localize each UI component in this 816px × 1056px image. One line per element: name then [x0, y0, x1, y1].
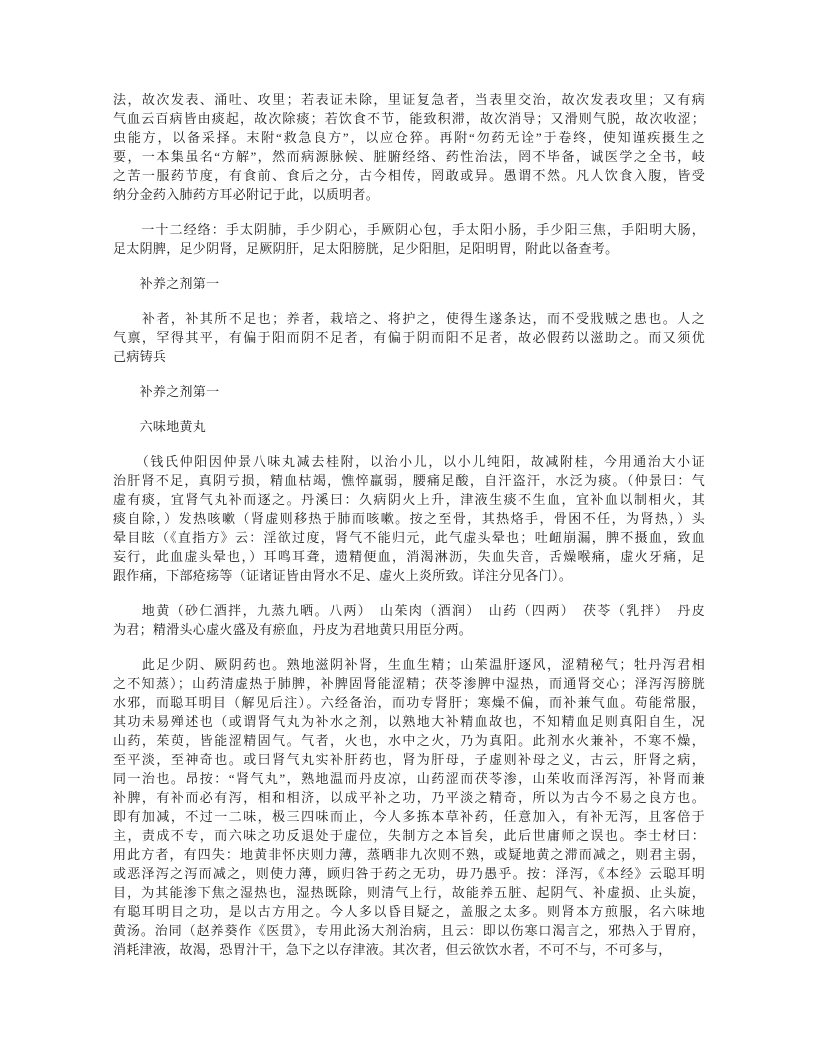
paragraph	[113, 601, 705, 639]
section-heading	[113, 274, 705, 293]
text-line: 用此方者，有四失：地黄非怀庆则力薄，蒸晒非九次则不熟，或疑地黄之滞而减之，则君主弱，	[113, 847, 705, 862]
section-heading	[113, 417, 705, 436]
text-line: 地黄（砂仁酒拌，九蒸九晒。八两） 山茱肉（酒润） 山药（四两） 茯苓（乳拌） 丹皮	[113, 603, 705, 618]
text-line: 要，一本集虽名“方解”，然而病源脉候、脏腑经络、药性治法，罔不毕备，诚医学之全书，岐	[113, 149, 705, 164]
text-line: 补脾，有补而必有泻，相和相济，以成平补之功，乃平淡之精奇，所以为古今不易之良方也。	[113, 790, 705, 805]
text-line: 水邪，而聪耳明目（解见后注）。六经备治，而功专肾肝；寒燥不偏，而补兼气血。苟能常服，	[113, 695, 705, 710]
text-line: 痰自除，）发热咳嗽（肾虚则移热于肺而咳嗽。按之至骨，其热烙手，骨困不任，为肾热，）头	[113, 511, 705, 526]
text-line: 补者，补其所不足也；养者，栽培之、将护之，使得生遂条达，而不受戕贼之患也。人之	[113, 311, 705, 326]
text-line: 同一治也。昂按：“肾气丸”，熟地温而丹皮凉，山药涩而茯苓渗，山茱收而泽泻泻，补肾而兼	[113, 771, 705, 786]
text-line: 消耗津液，故渴，恐胃汁干，急下之以存津液。其次者，但云欲饮水者，不可不与，不可多与，	[113, 942, 672, 957]
paragraph	[113, 655, 705, 959]
text-line: 之不知蒸）；山药清虚热于肺脾，补脾固肾能涩精；茯苓渗脾中湿热，而通肾交心；泽泻泻膀胱	[113, 676, 705, 691]
text-line: 主，责成不专，而六味之功反退处于虚位，失制方之本旨矣，此后世庸师之误也。李士材曰：	[113, 828, 705, 843]
text-line: 至平淡，至神奇也。或曰肾气丸实补肝药也，肾为肝母，子虚则补母之义，古云，肝肾之病，	[113, 752, 705, 767]
text-line: 为君；精滑头心虚火盛及有瘀血，丹皮为君地黄只用臣分两。	[113, 622, 473, 637]
text-line: 补养之剂第一	[113, 384, 220, 399]
text-line: （钱氏仲阳因仲景八味丸减去桂附，以治小儿，以小儿纯阳，故减附桂，今用通治大小证	[113, 454, 705, 469]
text-line: 虚有痰，宜肾气丸补而逐之。丹溪曰：久病阴火上升，津液生痰不生血，宜补血以制相火，其	[113, 492, 705, 507]
text-line: 山药，茱萸，皆能涩精固气。气者，火也，水中之火，乃为真阳。此剂水火兼补，不寒不燥，	[113, 733, 705, 748]
text-line: 虫能方，以备采择。末附“救急良方”，以应仓猝。再附“勿药无诠”于卷终，使知谨疾摄生之	[113, 130, 705, 145]
text-line: 己病铸兵	[113, 349, 167, 364]
text-line: 六味地黄丸	[113, 419, 207, 434]
text-line: 法，故次发表、涌吐、攻里；若表证未除，里证复急者，当表里交治，故次发表攻里；又有病	[113, 92, 705, 107]
section-heading	[113, 382, 705, 401]
text-line: 气血云百病皆由痰起，故次除痰；若饮食不节，能致积滞，故次消导；又滑则气脱，故次收涩；	[113, 111, 705, 126]
text-line: 或恶泽泻之泻而减之，则使力薄，顾归咎于药之无功，毋乃愚乎。按：泽泻，《本经》云聪耳明	[113, 866, 705, 881]
text-line: 跟作痛，下部疮疡等（证诸证皆由肾水不足、虚火上炎所致。详注分见各门）。	[113, 568, 573, 583]
text-line: 有聪耳明目之功，是以古方用之。今人多以昏目疑之，盖服之太多。则肾本方煎服，名六味地	[113, 904, 705, 919]
text-line: 之苦一服药节度，有食前、食后之分，古今相传，罔敢或异。愚谓不然。凡人饮食入腹，皆受	[113, 168, 705, 183]
paragraph	[113, 309, 705, 366]
paragraph	[113, 90, 705, 204]
text-line: 此足少阴、厥阴药也。熟地滋阴补肾，生血生精；山茱温肝逐风，涩精秘气；牡丹泻君相	[113, 657, 705, 672]
text-line: 黄汤。治同（赵养葵作《医贯》，专用此汤大剂治病，且云：即以伤寒口渴言之，邪热入于胃府，	[113, 923, 705, 938]
text-line: 一十二经络：手太阴肺，手少阴心，手厥阴心包，手太阳小肠，手少阳三焦，手阳明大肠，	[113, 222, 705, 237]
paragraph	[113, 452, 705, 585]
paragraph	[113, 220, 705, 258]
text-line: 即有加减，不过一二味，极三四味而止，今人多拣本草补药，任意加入，有补无泻，且客倍于	[113, 809, 705, 824]
text-line: 目，为其能渗下焦之湿热也，湿热既除，则清气上行，故能养五脏、起阴气、补虚损、止头旋，	[113, 885, 705, 900]
text-line: 其功未易殚述也（或谓肾气丸为补水之剂，以熟地大补精血故也，不知精血足则真阳自生，况	[113, 714, 705, 729]
document-text-block	[113, 90, 705, 975]
text-line: 气禀，罕得其平，有偏于阳而阴不足者，有偏于阴而阳不足者，故必假药以滋助之。而又须优	[113, 330, 705, 345]
text-line: 补养之剂第一	[113, 276, 220, 291]
text-line: 治肝肾不足，真阴亏损，精血枯竭，憔悴羸弱，腰痛足酸，自汗盗汗，水泛为痰。（仲景曰：气	[113, 473, 705, 488]
text-line: 足太阴脾，足少阴肾，足厥阴肝，足太阳膀胱，足少阳胆，足阳明胃，附此以备查考。	[113, 241, 619, 256]
text-line: 晕目眩（《直指方》云：淫欲过度，肾气不能归元，此气虚头晕也；吐衄崩漏，脾不摄血，致血	[113, 530, 705, 545]
text-line: 妄行，此血虚头晕也，）耳鸣耳聋，遗精便血，消渴淋沥，失血失音，舌燥喉痛，虚火牙痛，足	[113, 549, 705, 564]
text-line: 纳分金药入肺药方耳必附记于此，以质明者。	[113, 187, 380, 202]
